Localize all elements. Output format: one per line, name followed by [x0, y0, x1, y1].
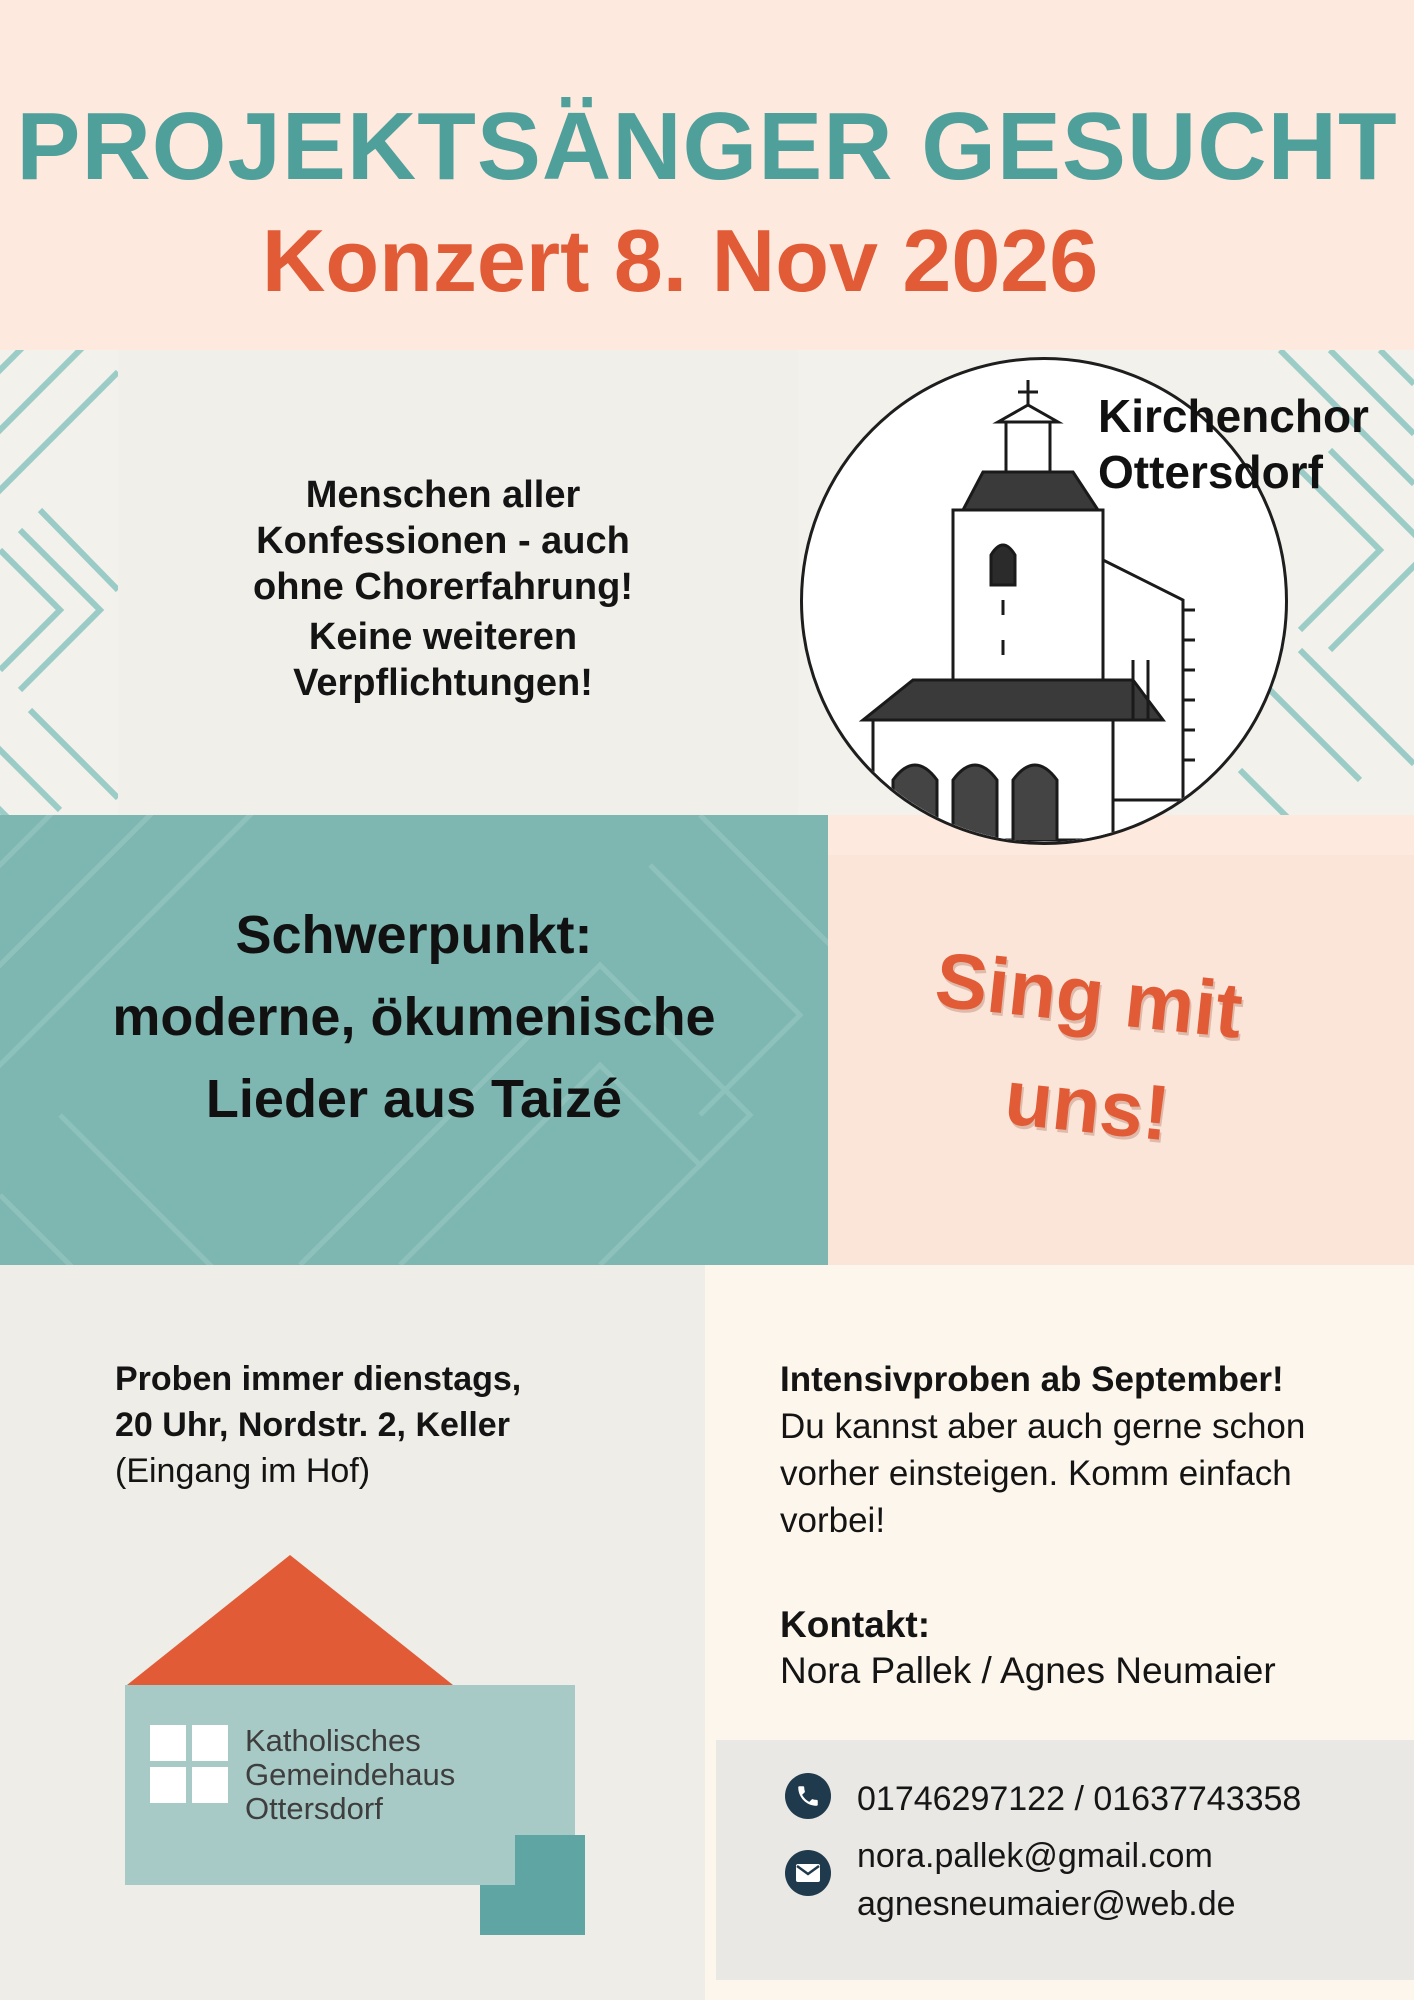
intro-line: Konfessionen - auch [256, 520, 630, 562]
phone-numbers: 01746297122 / 01637743358 [857, 1780, 1302, 1818]
intro-line: Menschen aller [305, 474, 581, 516]
email-address: agnesneumaier@web.de [857, 1885, 1236, 1923]
choir-name-line: Ottersdorf [1098, 446, 1323, 498]
phone-icon [785, 1773, 831, 1819]
intensive-line: vorbei! [780, 1501, 886, 1540]
intensive-rehearsal-info [780, 1356, 1380, 1544]
intro-line: Keine weiteren [308, 616, 578, 658]
focus-line: moderne, ökumenische [112, 987, 716, 1047]
intensive-line: Du kannst aber auch gerne schon [780, 1407, 1306, 1446]
contact-block [780, 1602, 1400, 1694]
gemeindehaus-logo [115, 1550, 595, 1940]
slogan-line: Sing mit [931, 935, 1247, 1055]
contact-label: Kontakt: [780, 1604, 931, 1645]
rehearsal-line: 20 Uhr, Nordstr. 2, Keller [115, 1406, 510, 1444]
logo-text-line: Gemeindehaus [245, 1757, 456, 1792]
rehearsal-line: Proben immer dienstags, [115, 1360, 522, 1398]
rehearsal-info [115, 1356, 675, 1494]
decorative-pattern-left [0, 350, 118, 815]
focus-line: Lieder aus Taizé [205, 1069, 623, 1129]
choir-name [1098, 388, 1414, 500]
email-address: nora.pallek@gmail.com [857, 1837, 1213, 1875]
mail-icon [785, 1850, 831, 1896]
slogan-panel [828, 855, 1414, 1265]
intro-line: Verpflichtungen! [293, 662, 593, 704]
page-title: PROJEKTSÄNGER GESUCHT [16, 93, 1398, 200]
slogan-line: uns! [1000, 1052, 1174, 1158]
concert-date: Konzert 8. Nov 2026 [261, 211, 1099, 310]
intro-line: ohne Chorerfahrung! [253, 566, 633, 608]
choir-name-line: Kirchenchor [1098, 390, 1369, 442]
logo-text-line: Katholisches [245, 1723, 421, 1758]
intensive-heading: Intensivproben ab September! [780, 1360, 1284, 1399]
rehearsal-line: (Eingang im Hof) [115, 1452, 371, 1490]
logo-text-line: Ottersdorf [245, 1791, 383, 1826]
contact-names: Nora Pallek / Agnes Neumaier [780, 1650, 1276, 1691]
intensive-line: vorher einsteigen. Komm einfach [780, 1454, 1292, 1493]
focus-line: Schwerpunkt: [235, 905, 593, 965]
